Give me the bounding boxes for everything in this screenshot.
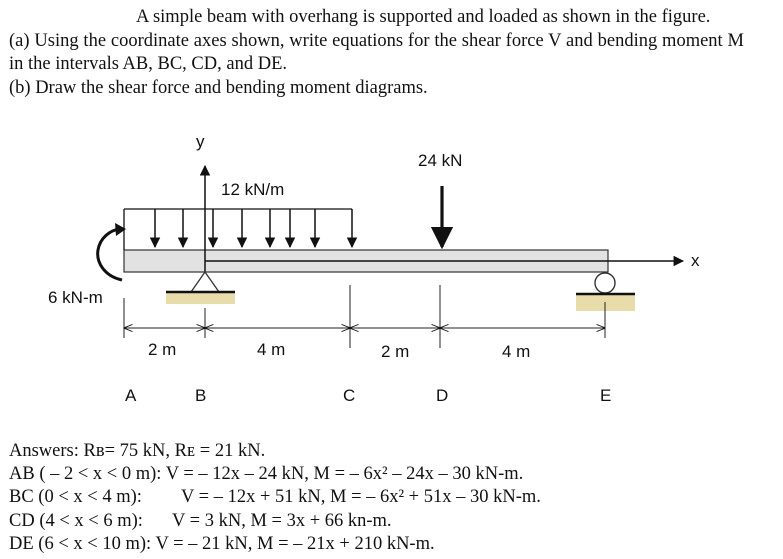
problem-part-b: (b) Draw the shear force and bending moment diagrams. bbox=[9, 77, 428, 98]
beam-diagram bbox=[0, 130, 783, 420]
problem-statement bbox=[9, 6, 744, 100]
pin-support-b bbox=[166, 272, 235, 304]
answers-block bbox=[9, 440, 541, 556]
moment-label: 6 kN-m bbox=[48, 288, 103, 307]
point-a-label: A bbox=[125, 386, 137, 405]
answer-de bbox=[9, 533, 541, 556]
answer-cd bbox=[9, 510, 541, 533]
dimension-de: 4 m bbox=[502, 342, 531, 361]
distributed-load bbox=[124, 209, 352, 250]
dimension-bc: 4 m bbox=[257, 340, 286, 359]
answer-bc-equation: V = – 12x + 51 kN, M = – 6x² + 51x – 30 kN-m. bbox=[181, 487, 541, 508]
y-axis-label: y bbox=[196, 132, 205, 151]
answer-bc-range: BC (0 < x < 4 m): bbox=[9, 487, 142, 508]
problem-part-a: (a) Using the coordinate axes shown, write equations for the shear force V and bending moment M in the intervals AB, BC, CD, and DE. bbox=[9, 30, 744, 74]
answer-cd-range: CD (4 < x < 6 m): bbox=[9, 510, 143, 531]
beam-figure bbox=[0, 130, 783, 420]
answer-de-range: DE (6 < x < 10 m): bbox=[9, 533, 152, 554]
answer-bc bbox=[9, 486, 541, 509]
distributed-load-label: 12 kN/m bbox=[221, 180, 285, 199]
dimension-cd: 2 m bbox=[381, 342, 410, 361]
answer-ab bbox=[9, 463, 541, 486]
point-c-label: C bbox=[343, 386, 356, 405]
point-load-label: 24 kN bbox=[418, 151, 463, 170]
answer-cd-equation: V = 3 kN, M = 3x + 66 kn-m. bbox=[172, 510, 392, 531]
answer-reactions: Answers: Rʙ= 75 kN, Rᴇ = 21 kN. bbox=[9, 441, 266, 461]
answer-de-equation: V = – 21 kN, M = – 21x + 210 kN-m. bbox=[155, 533, 435, 554]
moment-arrow bbox=[98, 229, 122, 280]
point-e-label: E bbox=[600, 386, 612, 405]
x-axis-label: x bbox=[691, 251, 700, 270]
answer-ab-equation: V = – 12x – 24 kN, M = – 6x² – 24x – 30 kN-m. bbox=[165, 464, 524, 485]
point-b-label: B bbox=[195, 386, 207, 405]
answer-ab-range: AB ( – 2 < x < 0 m): bbox=[9, 464, 162, 485]
problem-intro: A simple beam with overhang is supported and loaded as shown in the figure. bbox=[136, 7, 711, 27]
dimension-ab: 2 m bbox=[148, 340, 177, 359]
point-d-label: D bbox=[436, 386, 449, 405]
